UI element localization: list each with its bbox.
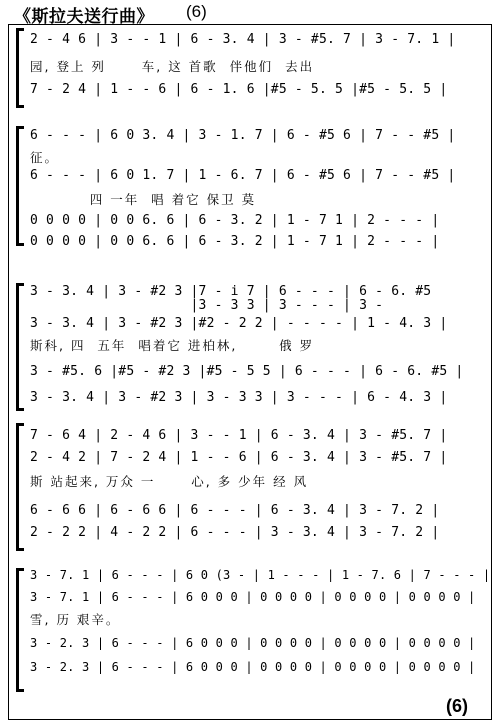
system-4-row-5: 2 - 2 2 | 4 - 2 2 | 6 - - - | 3 - 3. 4 | 3 - 7. 2 | [30, 525, 440, 540]
system-2-brace [16, 126, 19, 246]
title-page-number: (6) [186, 2, 207, 21]
system-1-row-1: 2 - 4 6 | 3 - - 1 | 6 - 3. 4 | 3 - #5. 7 | 3 - 7. 1 | [30, 32, 456, 47]
system-4-brace [16, 423, 19, 551]
system-4-row-1: 7 - 6 4 | 2 - 4 6 | 3 - - 1 | 6 - 3. 4 | 3 - #5. 7 | [30, 428, 448, 443]
system-4-row-2: 2 - 4 2 | 7 - 2 4 | 1 - - 6 | 6 - 3. 4 | 3 - #5. 7 | [30, 450, 448, 465]
system-3-brace [16, 283, 19, 411]
system-5-row-2: 3 - 7. 1 | 6 - - - | 6 0 0 0 | 0 0 0 0 | 0 0 0 0 | 0 0 0 0 | [30, 590, 476, 604]
system-2-row-6: 0 0 0 0 | 0 0 6. 6 | 6 - 3. 2 | 1 - 7 1 | 2 - - - | [30, 234, 440, 249]
system-2-lyric-1: 征。 [30, 150, 60, 165]
system-3-row-3: 3 - 3. 4 | 3 - #2 3 |#2 - 2 2 | - - - - | 1 - 4. 3 | [30, 316, 448, 331]
system-3-lyric: 斯科, 四 五年 唱着它 进柏林, 俄 罗 [30, 338, 315, 353]
system-5-row-1: 3 - 7. 1 | 6 - - - | 6 0 (3 - | 1 - - - | 1 - 7. 6 | 7 - - - | [30, 568, 491, 582]
system-5-row-5: 3 - 2. 3 | 6 - - - | 6 0 0 0 | 0 0 0 0 | 0 0 0 0 | 0 0 0 0 | [30, 660, 476, 674]
system-3-row-2: |3 - 3 3 | 3 - - - | 3 - [30, 298, 384, 313]
system-3-row-1: 3 - 3. 4 | 3 - #2 3 |7 - i 7 | 6 - - - | 6 - 6. #5 [30, 284, 432, 299]
system-5-brace [16, 568, 19, 692]
system-2-row-1: 6 - - - | 6 0 3. 4 | 3 - 1. 7 | 6 - #5 6 | 7 - - #5 | [30, 128, 456, 143]
system-1-lyric: 园, 登上 列 车, 这 首歌 伴他们 去出 [30, 59, 315, 74]
system-4-row-4: 6 - 6 6 | 6 - 6 6 | 6 - - - | 6 - 3. 4 | 3 - 7. 2 | [30, 503, 440, 518]
system-3-row-6: 3 - 3. 4 | 3 - #2 3 | 3 - 3 3 | 3 - - - | 6 - 4. 3 | [30, 390, 448, 405]
system-5-row-4: 3 - 2. 3 | 6 - - - | 6 0 0 0 | 0 0 0 0 | 0 0 0 0 | 0 0 0 0 | [30, 636, 476, 650]
system-2-lyric-2: 四 一年 唱 着它 保卫 莫 [30, 192, 257, 207]
score-title: 《斯拉夫送行曲》 [14, 7, 154, 26]
system-4-lyric: 斯 站起来, 万众 一 心, 多 少年 经 风 [30, 474, 309, 489]
system-2-row-3: 6 - - - | 6 0 1. 7 | 1 - 6. 7 | 6 - #5 6 | 7 - - #5 | [30, 168, 456, 183]
system-1-brace [16, 28, 19, 108]
system-2-row-5: 0 0 0 0 | 0 0 6. 6 | 6 - 3. 2 | 1 - 7 1 | 2 - - - | [30, 213, 440, 228]
page-number: (6) [446, 696, 468, 716]
system-3-row-5: 3 - #5. 6 |#5 - #2 3 |#5 - 5 5 | 6 - - - | 6 - 6. #5 | [30, 364, 464, 379]
system-1-row-3: 7 - 2 4 | 1 - - 6 | 6 - 1. 6 |#5 - 5. 5 |#5 - 5. 5 | [30, 82, 448, 97]
system-5-lyric: 雪, 历 艰辛。 [30, 612, 121, 627]
